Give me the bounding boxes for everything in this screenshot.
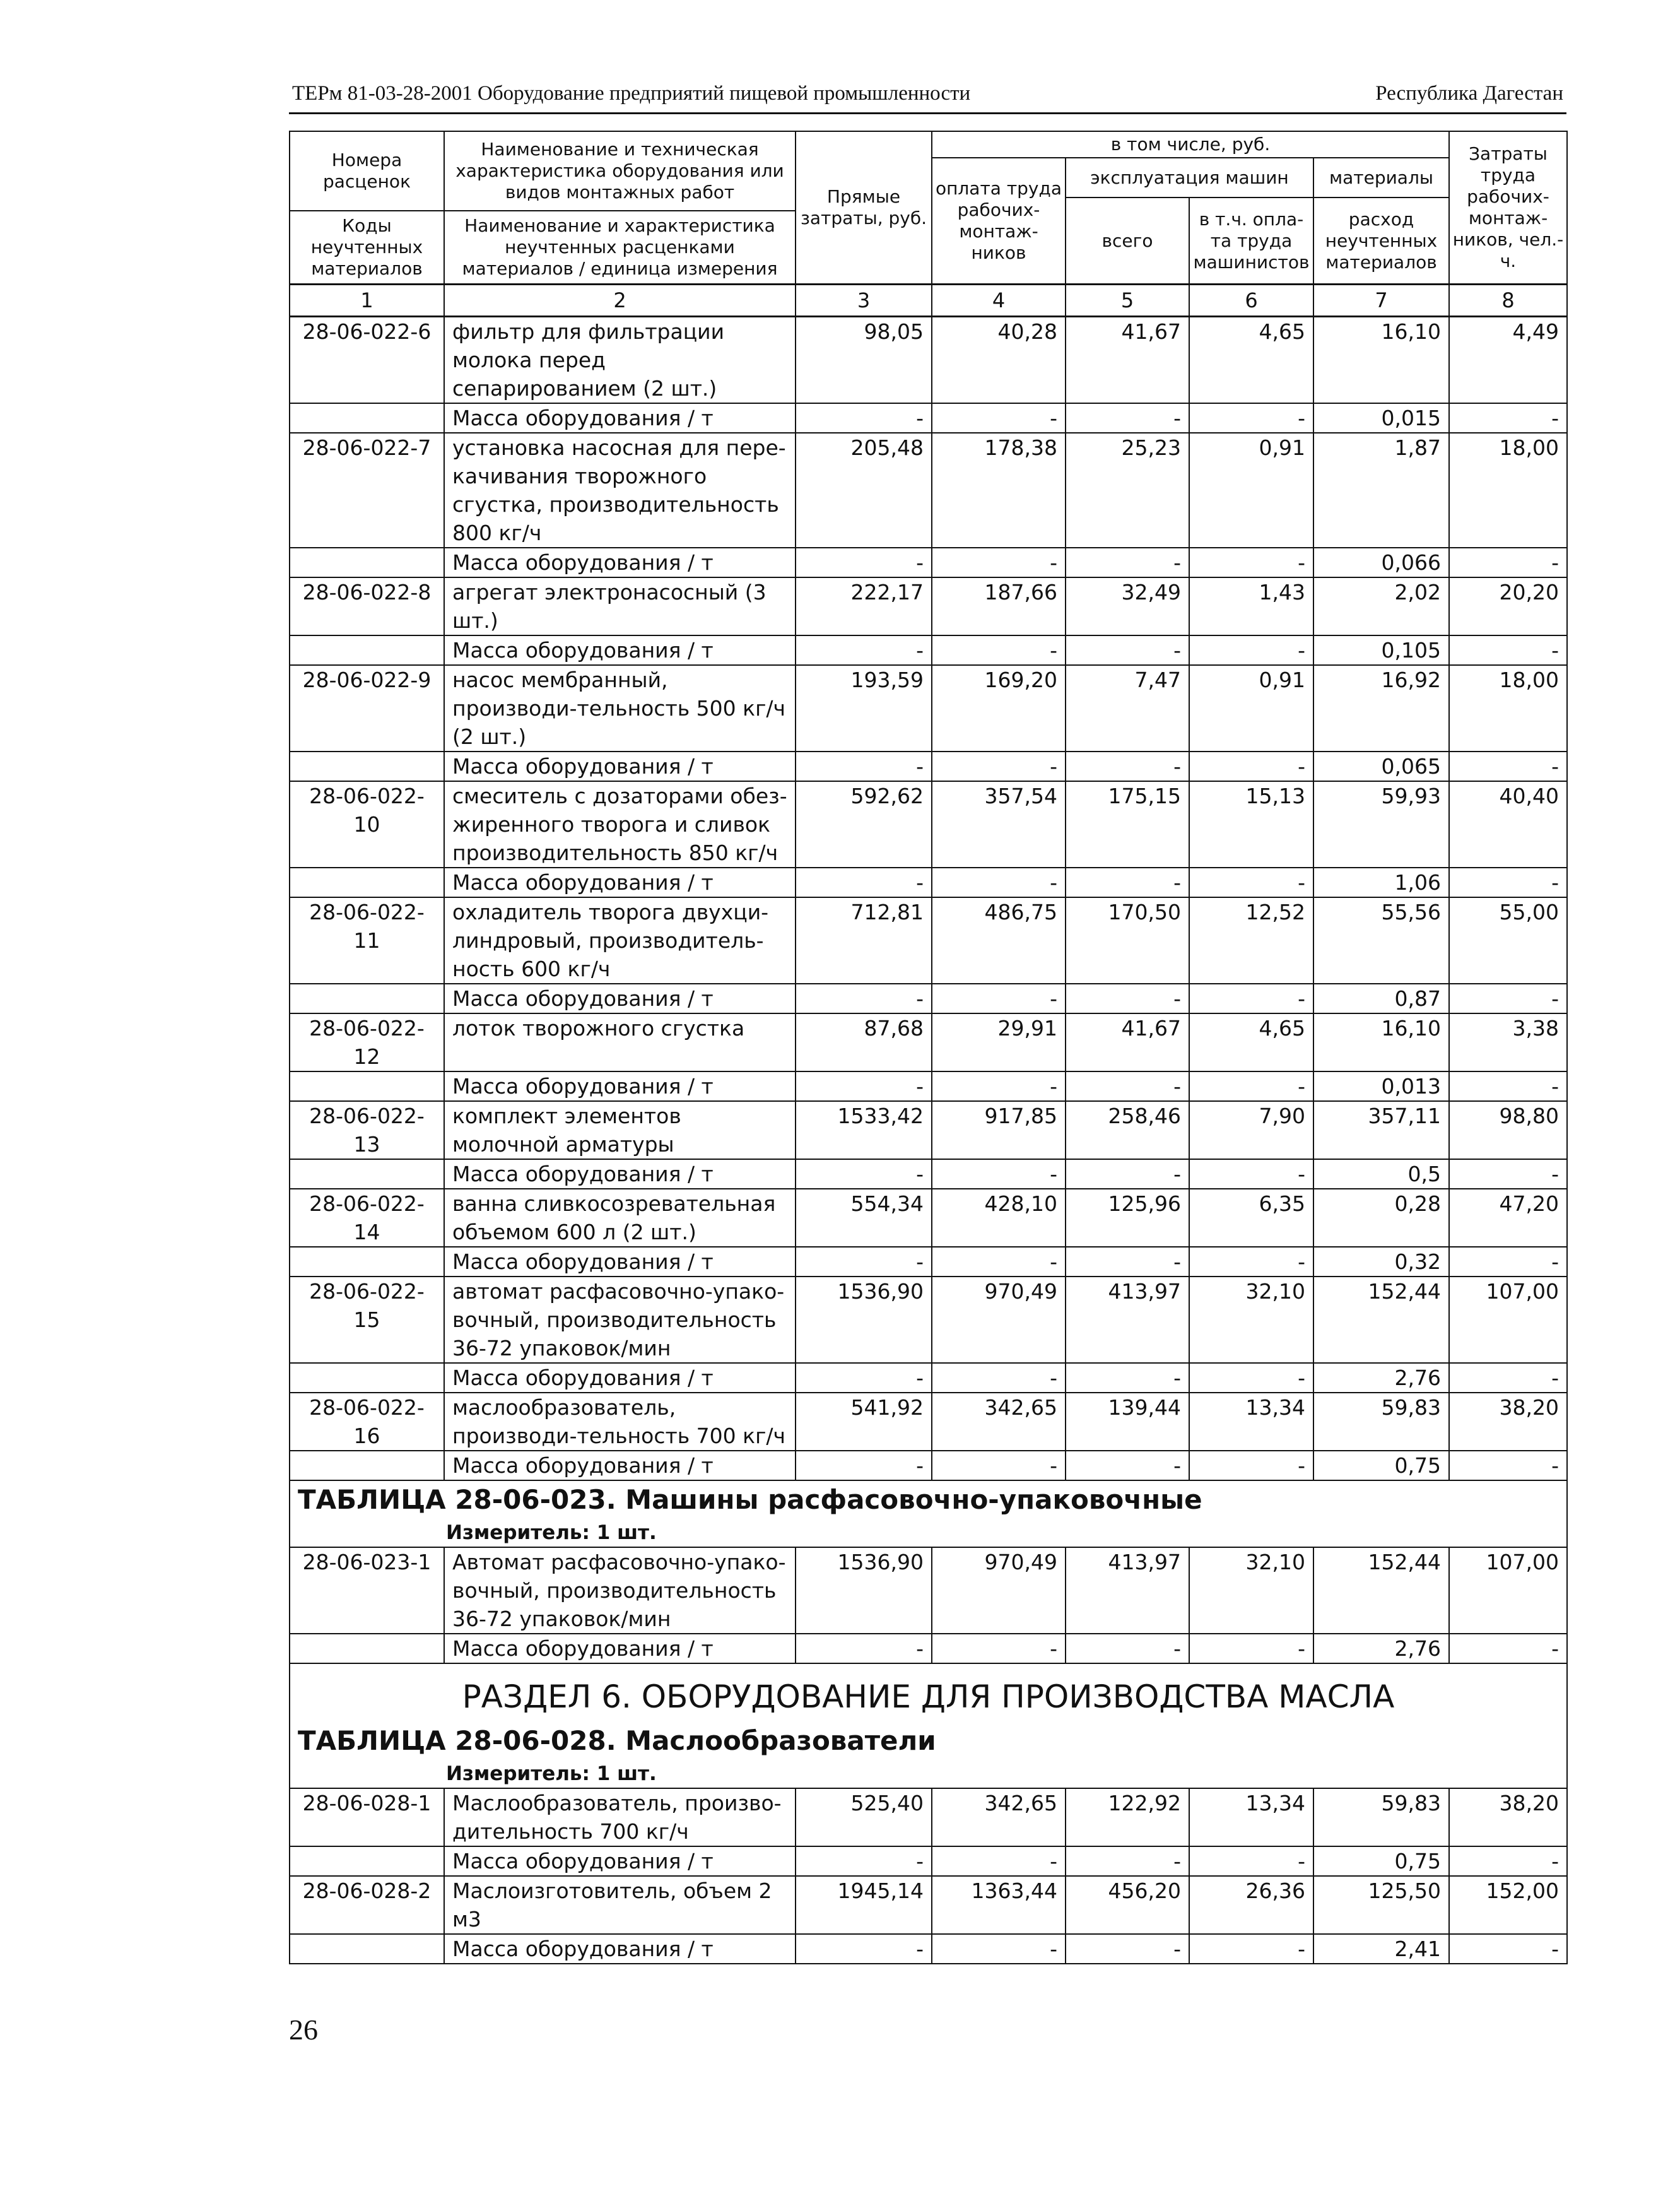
rate-name: охладитель творога двухци-линдровый, производитель-ность 600 кг/ч <box>444 897 796 984</box>
col1-top-header: Номера расценок <box>290 131 444 211</box>
mass-row <box>290 1071 1567 1101</box>
empty-code-cell <box>290 1247 444 1277</box>
rate-value: 222,17 <box>796 577 932 635</box>
rate-value: 187,66 <box>932 577 1066 635</box>
dash-cell: - <box>1066 1159 1189 1189</box>
dash-cell: - <box>1066 1071 1189 1101</box>
mass-value: 1,06 <box>1313 868 1449 897</box>
rate-value: 525,40 <box>796 1788 932 1846</box>
rate-name: агрегат электронасосный (3 шт.) <box>444 577 796 635</box>
rate-code: 28-06-022-8 <box>290 577 444 635</box>
rate-code: 28-06-022-16 <box>290 1393 444 1451</box>
empty-code-cell <box>290 1634 444 1663</box>
mass-label: Масса оборудования / т <box>444 1634 796 1663</box>
rate-value: 258,46 <box>1066 1101 1189 1159</box>
mass-row <box>290 403 1567 433</box>
dash-cell: - <box>1066 403 1189 433</box>
rate-code: 28-06-022-11 <box>290 897 444 984</box>
rate-value: 107,00 <box>1449 1547 1567 1634</box>
rate-name: смеситель с дозаторами обез-жиренного творога и сливок производительность 850 кг/ч <box>444 781 796 868</box>
empty-code-cell <box>290 1071 444 1101</box>
dash-cell: - <box>1189 752 1313 781</box>
rate-value: 1536,90 <box>796 1277 932 1363</box>
rate-name: Маслоизготовитель, объем 2 м3 <box>444 1876 796 1934</box>
dash-cell: - <box>796 635 932 665</box>
rate-row <box>290 317 1567 404</box>
rate-row <box>290 1013 1567 1071</box>
col1-bottom-header: Коды неучтенных материалов <box>290 211 444 285</box>
rate-value: 4,49 <box>1449 317 1567 404</box>
dash-cell: - <box>1189 1846 1313 1876</box>
dash-cell: - <box>932 1247 1066 1277</box>
rate-value: 16,10 <box>1313 317 1449 404</box>
dash-cell: - <box>1449 1363 1567 1393</box>
rate-name: Автомат расфасовочно-упако-вочный, производительность 36-72 упаковок/мин <box>444 1547 796 1634</box>
col4-header: оплата труда рабочих-монтаж-ников <box>932 158 1066 285</box>
dash-cell: - <box>796 1934 932 1964</box>
rate-row <box>290 1101 1567 1159</box>
table-023-title-row <box>290 1480 1567 1547</box>
rate-value: 40,40 <box>1449 781 1567 868</box>
dash-cell: - <box>932 1451 1066 1480</box>
rate-value: 38,20 <box>1449 1393 1567 1451</box>
rate-value: 0,28 <box>1313 1189 1449 1247</box>
rate-value: 6,35 <box>1189 1189 1313 1247</box>
mass-row <box>290 548 1567 577</box>
dash-cell: - <box>932 1846 1066 1876</box>
mass-label: Масса оборудования / т <box>444 1451 796 1480</box>
column-index: 2 <box>444 285 796 317</box>
rate-value: 554,34 <box>796 1189 932 1247</box>
rate-value: 413,97 <box>1066 1277 1189 1363</box>
col2-top-header: Наименование и техническая характеристика оборудования или видов монтажных работ <box>444 131 796 211</box>
rate-row <box>290 577 1567 635</box>
rate-name: Маслообразователь, произво-дительность 700 кг/ч <box>444 1788 796 1846</box>
dash-cell: - <box>1066 1634 1189 1663</box>
col5-header: всего <box>1066 198 1189 285</box>
rate-value: 98,05 <box>796 317 932 404</box>
dash-cell: - <box>932 635 1066 665</box>
machines-header: эксплуатация машин <box>1066 158 1313 198</box>
mass-label: Масса оборудования / т <box>444 1071 796 1101</box>
mass-row <box>290 1634 1567 1663</box>
dash-cell: - <box>1066 1247 1189 1277</box>
rate-row <box>290 1876 1567 1934</box>
rate-value: 152,00 <box>1449 1876 1567 1934</box>
including-header: в том числе, руб. <box>932 131 1449 158</box>
mass-row <box>290 635 1567 665</box>
rate-value: 125,96 <box>1066 1189 1189 1247</box>
rate-value: 122,92 <box>1066 1788 1189 1846</box>
rate-value: 47,20 <box>1449 1189 1567 1247</box>
dash-cell: - <box>1449 1071 1567 1101</box>
rate-value: 342,65 <box>932 1788 1066 1846</box>
column-index: 5 <box>1066 285 1189 317</box>
dash-cell: - <box>1189 1363 1313 1393</box>
rate-name: фильтр для фильтрации молока перед сепарированием (2 шт.) <box>444 317 796 404</box>
dash-cell: - <box>796 1247 932 1277</box>
rates-table <box>289 131 1568 1964</box>
rate-value: 175,15 <box>1066 781 1189 868</box>
dash-cell: - <box>1449 1846 1567 1876</box>
rate-value: 712,81 <box>796 897 932 984</box>
table-023-measure: Измеритель: 1 шт. <box>446 1521 657 1544</box>
mass-label: Масса оборудования / т <box>444 403 796 433</box>
mass-value: 2,76 <box>1313 1363 1449 1393</box>
empty-code-cell <box>290 635 444 665</box>
rate-name: комплект элементов молочной арматуры <box>444 1101 796 1159</box>
mass-value: 2,41 <box>1313 1934 1449 1964</box>
rate-value: 29,91 <box>932 1013 1066 1071</box>
dash-cell: - <box>1449 1451 1567 1480</box>
dash-cell: - <box>1449 1159 1567 1189</box>
rate-code: 28-06-022-9 <box>290 665 444 752</box>
mass-row <box>290 868 1567 897</box>
rate-value: 55,00 <box>1449 897 1567 984</box>
rate-value: 152,44 <box>1313 1547 1449 1634</box>
dash-cell: - <box>1066 1451 1189 1480</box>
dash-cell: - <box>1189 548 1313 577</box>
col3-header: Прямые затраты, руб. <box>796 131 932 285</box>
rate-row <box>290 897 1567 984</box>
dash-cell: - <box>1189 1934 1313 1964</box>
rate-code: 28-06-023-1 <box>290 1547 444 1634</box>
dash-cell: - <box>796 868 932 897</box>
mass-value: 0,87 <box>1313 984 1449 1013</box>
rate-value: 18,00 <box>1449 665 1567 752</box>
rate-value: 32,10 <box>1189 1547 1313 1634</box>
dash-cell: - <box>1449 868 1567 897</box>
mass-value: 0,75 <box>1313 1846 1449 1876</box>
section-6-title-row <box>290 1663 1567 1788</box>
dash-cell: - <box>1189 1071 1313 1101</box>
dash-cell: - <box>1066 635 1189 665</box>
rate-name: маслообразователь, производи-тельность 700 кг/ч <box>444 1393 796 1451</box>
rate-value: 0,91 <box>1189 665 1313 752</box>
dash-cell: - <box>796 1634 932 1663</box>
empty-code-cell <box>290 1363 444 1393</box>
rate-row <box>290 1189 1567 1247</box>
dash-cell: - <box>932 548 1066 577</box>
rate-value: 7,90 <box>1189 1101 1313 1159</box>
rate-value: 169,20 <box>932 665 1066 752</box>
mass-row <box>290 752 1567 781</box>
rate-value: 41,67 <box>1066 317 1189 404</box>
dash-cell: - <box>1066 868 1189 897</box>
section-6-title: РАЗДЕЛ 6. ОБОРУДОВАНИЕ ДЛЯ ПРОИЗВОДСТВА МАСЛА <box>462 1678 1395 1715</box>
rate-code: 28-06-022-12 <box>290 1013 444 1071</box>
rate-value: 541,92 <box>796 1393 932 1451</box>
dash-cell: - <box>796 1363 932 1393</box>
mass-row <box>290 1247 1567 1277</box>
dash-cell: - <box>1189 403 1313 433</box>
mass-value: 2,76 <box>1313 1634 1449 1663</box>
mass-row <box>290 1934 1567 1964</box>
dash-cell: - <box>932 1934 1066 1964</box>
mass-label: Масса оборудования / т <box>444 635 796 665</box>
rate-value: 193,59 <box>796 665 932 752</box>
page-number: 26 <box>289 2014 318 2046</box>
mass-value: 0,32 <box>1313 1247 1449 1277</box>
rate-row <box>290 1547 1567 1634</box>
dash-cell: - <box>796 548 932 577</box>
dash-cell: - <box>1066 752 1189 781</box>
dash-cell: - <box>1189 984 1313 1013</box>
column-index: 1 <box>290 285 444 317</box>
rate-value: 3,38 <box>1449 1013 1567 1071</box>
rate-row <box>290 1788 1567 1846</box>
dash-cell: - <box>932 1071 1066 1101</box>
rate-value: 59,83 <box>1313 1788 1449 1846</box>
rate-value: 1536,90 <box>796 1547 932 1634</box>
dash-cell: - <box>1066 548 1189 577</box>
rate-value: 592,62 <box>796 781 932 868</box>
rate-value: 970,49 <box>932 1547 1066 1634</box>
dash-cell: - <box>796 403 932 433</box>
empty-code-cell <box>290 868 444 897</box>
column-index: 6 <box>1189 285 1313 317</box>
col8-header: Затраты труда рабочих-монтаж-ников, чел.-ч. <box>1449 131 1567 285</box>
rate-value: 357,11 <box>1313 1101 1449 1159</box>
mass-label: Масса оборудования / т <box>444 1247 796 1277</box>
rate-value: 2,02 <box>1313 577 1449 635</box>
rate-value: 25,23 <box>1066 433 1189 548</box>
dash-cell: - <box>1066 984 1189 1013</box>
header-row-1 <box>290 131 1567 158</box>
column-index-row <box>290 285 1567 317</box>
dash-cell: - <box>1449 548 1567 577</box>
rate-value: 486,75 <box>932 897 1066 984</box>
rate-value: 1,87 <box>1313 433 1449 548</box>
section-6-title-cell <box>290 1663 1567 1788</box>
dash-cell: - <box>932 984 1066 1013</box>
rate-name: насос мембранный, производи-тельность 500 кг/ч (2 шт.) <box>444 665 796 752</box>
rate-value: 55,56 <box>1313 897 1449 984</box>
table-023-title: ТАБЛИЦА 28-06-023. Машины расфасовочно-упаковочные <box>298 1484 1202 1515</box>
empty-code-cell <box>290 1159 444 1189</box>
mass-label: Масса оборудования / т <box>444 548 796 577</box>
dash-cell: - <box>932 752 1066 781</box>
dash-cell: - <box>796 1846 932 1876</box>
rate-code: 28-06-022-10 <box>290 781 444 868</box>
rate-code: 28-06-022-7 <box>290 433 444 548</box>
rate-value: 38,20 <box>1449 1788 1567 1846</box>
empty-code-cell <box>290 403 444 433</box>
rate-value: 970,49 <box>932 1277 1066 1363</box>
rate-name: автомат расфасовочно-упако-вочный, производительность 36-72 упаковок/мин <box>444 1277 796 1363</box>
rate-value: 152,44 <box>1313 1277 1449 1363</box>
rate-value: 16,92 <box>1313 665 1449 752</box>
rate-code: 28-06-022-13 <box>290 1101 444 1159</box>
mass-value: 0,5 <box>1313 1159 1449 1189</box>
rate-value: 4,65 <box>1189 317 1313 404</box>
rate-value: 20,20 <box>1449 577 1567 635</box>
empty-code-cell <box>290 1846 444 1876</box>
mass-value: 0,105 <box>1313 635 1449 665</box>
rate-row <box>290 781 1567 868</box>
dash-cell: - <box>796 984 932 1013</box>
mass-value: 0,015 <box>1313 403 1449 433</box>
rate-value: 107,00 <box>1449 1277 1567 1363</box>
rate-value: 917,85 <box>932 1101 1066 1159</box>
rate-name: ванна сливкосозревательная объемом 600 л (2 шт.) <box>444 1189 796 1247</box>
mass-label: Масса оборудования / т <box>444 752 796 781</box>
rate-code: 28-06-028-1 <box>290 1788 444 1846</box>
empty-code-cell <box>290 984 444 1013</box>
rate-value: 456,20 <box>1066 1876 1189 1934</box>
mass-row <box>290 1159 1567 1189</box>
rate-value: 40,28 <box>932 317 1066 404</box>
table-028-measure: Измеритель: 1 шт. <box>446 1762 657 1785</box>
rate-row <box>290 433 1567 548</box>
rate-code: 28-06-022-15 <box>290 1277 444 1363</box>
dash-cell: - <box>1449 752 1567 781</box>
rate-value: 1,43 <box>1189 577 1313 635</box>
dash-cell: - <box>1189 1451 1313 1480</box>
table-023-title-cell <box>290 1480 1567 1547</box>
mass-row <box>290 984 1567 1013</box>
dash-cell: - <box>1189 635 1313 665</box>
mass-label: Масса оборудования / т <box>444 984 796 1013</box>
rate-value: 13,34 <box>1189 1788 1313 1846</box>
dash-cell: - <box>1189 868 1313 897</box>
empty-code-cell <box>290 1934 444 1964</box>
rate-value: 16,10 <box>1313 1013 1449 1071</box>
rate-value: 12,52 <box>1189 897 1313 984</box>
dash-cell: - <box>1449 1634 1567 1663</box>
rate-value: 0,91 <box>1189 433 1313 548</box>
dash-cell: - <box>1449 1247 1567 1277</box>
dash-cell: - <box>1449 1934 1567 1964</box>
rate-value: 1945,14 <box>796 1876 932 1934</box>
dash-cell: - <box>1189 1634 1313 1663</box>
dash-cell: - <box>796 1451 932 1480</box>
col2-bottom-header: Наименование и характеристика неучтенных расценками материалов / единица измерения <box>444 211 796 285</box>
dash-cell: - <box>932 1159 1066 1189</box>
rate-value: 18,00 <box>1449 433 1567 548</box>
mass-value: 0,75 <box>1313 1451 1449 1480</box>
materials-header: материалы <box>1313 158 1449 198</box>
dash-cell: - <box>1449 635 1567 665</box>
col7-header: расход неучтенных материалов <box>1313 198 1449 285</box>
rate-value: 205,48 <box>796 433 932 548</box>
document-title: ТЕРм 81-03-28-2001 Оборудование предприятий пищевой промышленности <box>292 82 971 105</box>
mass-label: Масса оборудования / т <box>444 1363 796 1393</box>
rate-value: 139,44 <box>1066 1393 1189 1451</box>
column-index: 4 <box>932 285 1066 317</box>
dash-cell: - <box>796 1159 932 1189</box>
rate-name: установка насосная для пере-качивания творожного сгустка, производительность 800 кг/ч <box>444 433 796 548</box>
dash-cell: - <box>796 1071 932 1101</box>
rate-value: 7,47 <box>1066 665 1189 752</box>
dash-cell: - <box>1066 1934 1189 1964</box>
rate-code: 28-06-022-14 <box>290 1189 444 1247</box>
rate-code: 28-06-022-6 <box>290 317 444 404</box>
dash-cell: - <box>932 1634 1066 1663</box>
mass-label: Масса оборудования / т <box>444 868 796 897</box>
dash-cell: - <box>932 868 1066 897</box>
column-index: 3 <box>796 285 932 317</box>
rate-value: 428,10 <box>932 1189 1066 1247</box>
rate-value: 59,83 <box>1313 1393 1449 1451</box>
dash-cell: - <box>1066 1846 1189 1876</box>
dash-cell: - <box>1449 403 1567 433</box>
rate-value: 59,93 <box>1313 781 1449 868</box>
rate-name: лоток творожного сгустка <box>444 1013 796 1071</box>
mass-value: 0,065 <box>1313 752 1449 781</box>
dash-cell: - <box>1189 1247 1313 1277</box>
rate-code: 28-06-028-2 <box>290 1876 444 1934</box>
dash-cell: - <box>1189 1159 1313 1189</box>
empty-code-cell <box>290 1451 444 1480</box>
rate-value: 1533,42 <box>796 1101 932 1159</box>
rate-value: 32,10 <box>1189 1277 1313 1363</box>
running-header <box>289 77 1566 114</box>
column-index: 8 <box>1449 285 1567 317</box>
rate-value: 125,50 <box>1313 1876 1449 1934</box>
mass-row <box>290 1846 1567 1876</box>
rate-row <box>290 1277 1567 1363</box>
rate-value: 98,80 <box>1449 1101 1567 1159</box>
rate-value: 26,36 <box>1189 1876 1313 1934</box>
rate-row <box>290 1393 1567 1451</box>
table-028-title: ТАБЛИЦА 28-06-028. Маслообразователи <box>298 1725 936 1756</box>
dash-cell: - <box>1449 984 1567 1013</box>
region-label: Республика Дагестан <box>1375 82 1563 105</box>
rate-value: 170,50 <box>1066 897 1189 984</box>
rate-value: 357,54 <box>932 781 1066 868</box>
mass-row <box>290 1363 1567 1393</box>
rate-value: 413,97 <box>1066 1547 1189 1634</box>
mass-label: Масса оборудования / т <box>444 1934 796 1964</box>
mass-row <box>290 1451 1567 1480</box>
col6-header: в т.ч. опла-та труда машинистов <box>1189 198 1313 285</box>
rate-value: 178,38 <box>932 433 1066 548</box>
column-index: 7 <box>1313 285 1449 317</box>
rate-value: 4,65 <box>1189 1013 1313 1071</box>
rate-value: 342,65 <box>932 1393 1066 1451</box>
mass-value: 0,013 <box>1313 1071 1449 1101</box>
mass-value: 0,066 <box>1313 548 1449 577</box>
empty-code-cell <box>290 752 444 781</box>
dash-cell: - <box>932 1363 1066 1393</box>
rate-row <box>290 665 1567 752</box>
rate-value: 32,49 <box>1066 577 1189 635</box>
rate-value: 1363,44 <box>932 1876 1066 1934</box>
rate-value: 15,13 <box>1189 781 1313 868</box>
empty-code-cell <box>290 548 444 577</box>
mass-label: Масса оборудования / т <box>444 1159 796 1189</box>
mass-label: Масса оборудования / т <box>444 1846 796 1876</box>
dash-cell: - <box>1066 1363 1189 1393</box>
dash-cell: - <box>932 403 1066 433</box>
rate-value: 87,68 <box>796 1013 932 1071</box>
rate-value: 41,67 <box>1066 1013 1189 1071</box>
rate-value: 13,34 <box>1189 1393 1313 1451</box>
dash-cell: - <box>796 752 932 781</box>
